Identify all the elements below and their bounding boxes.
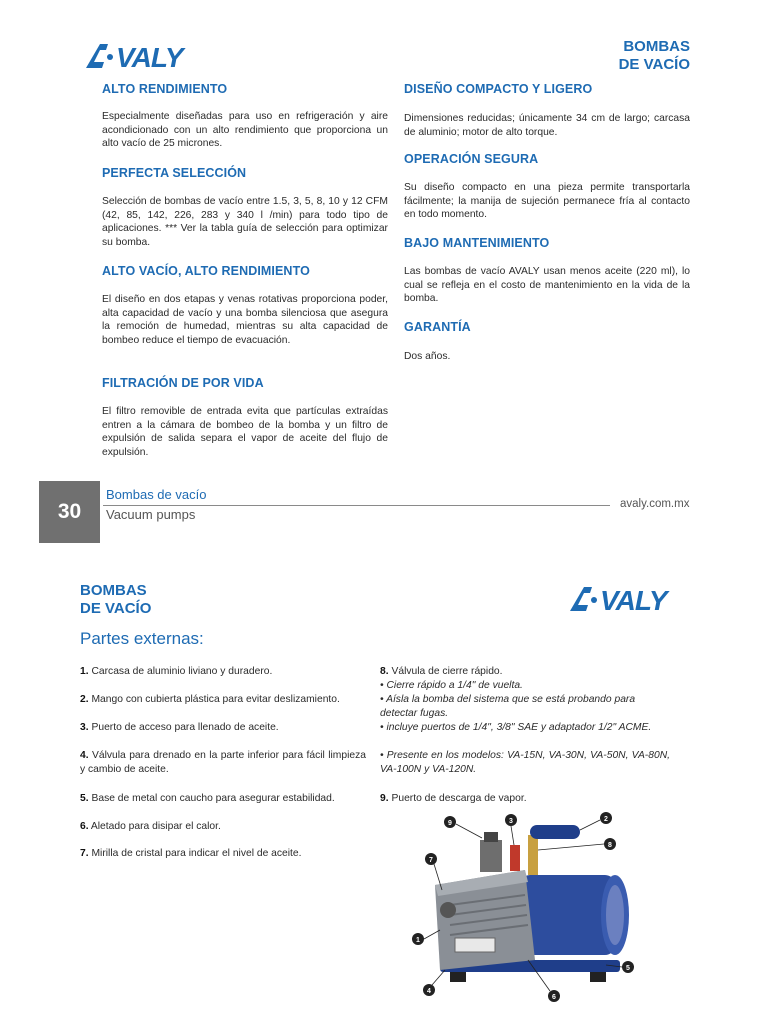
list-item: 7. Mirilla de cristal para indicar el nivel de aceite.: [80, 848, 302, 859]
section-text: El filtro removible de entrada evita que partículas extraídas entren a la cámara de bombeo de la bomba y un filtro de expulsión de salida separa el vapor de aceite del flujo de expulsión.: [102, 406, 388, 458]
callout-2: 2: [604, 816, 608, 823]
header-title-line1: BOMBAS: [623, 38, 690, 55]
header-title-line2: DE VACÍO: [80, 600, 152, 617]
section-text: Selección de bombas de vacío entre 1.5, 3, 5, 8, 10 y 12 CFM (42, 85, 142, 226, 283 y 340 l /min) para todo tipo de aplicaciones. *** Ver la tabla guía de selección para optimizar su bomba.: [102, 196, 388, 248]
callout-6: 6: [552, 994, 556, 1001]
list-item: 2. Mango con cubierta plástica para evitar deslizamiento.: [80, 694, 340, 705]
pump-motor: [520, 875, 615, 955]
section-title: Partes externas:: [80, 629, 204, 648]
footer-divider: [103, 505, 610, 506]
section-text: El diseño en dos etapas y venas rotativas proporciona poder, alta capacidad de vacío y una bomba silenciosa que asegura la remoción de humedad, mientras su alta capacidad de bombeo reduce el tiempo de evacuación.: [102, 294, 388, 346]
page-number: 30: [39, 481, 100, 543]
section-heading: GARANTÍA: [404, 320, 471, 334]
list-bullet: • Presente en los modelos: VA-15N, VA-30N, VA-50N, VA-80N, VA-100N y VA-120N.: [380, 750, 670, 775]
header-title: [80, 582, 151, 618]
section-text: Su diseño compacto en una pieza permite transportarla fácilmente; la manija de sujeción permanece fría al contacto en todo momento.: [404, 182, 690, 221]
list-item: 3. Puerto de acceso para llenado de aceite.: [80, 722, 279, 733]
section-text: Dimensiones reducidas; únicamente 34 cm de largo; carcasa de aluminio; motor de alto torque.: [404, 113, 690, 138]
list-item: 8. Válvula de cierre rápido.: [380, 666, 503, 677]
section-heading: PERFECTA SELECCIÓN: [102, 166, 247, 180]
avaly-logo: [84, 40, 204, 72]
footer-url[interactable]: avaly.com.mx: [620, 498, 690, 510]
section-text: Especialmente diseñadas para uso en refrigeración y aire acondicionado con un alto rendimiento que proporciona un alto vacío de 25 micrones.: [102, 111, 388, 150]
list-item: 5. Base de metal con caucho para asegurar estabilidad.: [80, 793, 335, 804]
header-title-line1: BOMBAS: [80, 582, 147, 599]
svg-text:VALY: VALY: [600, 585, 667, 615]
callout-5: 5: [626, 965, 630, 972]
callout-4: 4: [427, 988, 431, 995]
callout-8: 8: [608, 842, 612, 849]
list-bullet: • incluye puertos de 1/4", 3/8" SAE y adaptador 1/2" ACME.: [380, 722, 652, 733]
callout-7: 7: [429, 857, 433, 864]
list-item: 6. Aletado para disipar el calor.: [80, 821, 221, 832]
list-bullet: • Cierre rápido a 1/4" de vuelta.: [380, 680, 523, 691]
vacuum-pump-illustration: [410, 810, 650, 1010]
section-text: Dos años.: [404, 351, 451, 362]
section-heading: OPERACIÓN SEGURA: [404, 152, 539, 166]
section-heading: ALTO VACÍO, ALTO RENDIMIENTO: [102, 264, 310, 278]
pump-handle: [530, 825, 580, 839]
section-heading: DISEÑO COMPACTO Y LIGERO: [404, 82, 593, 96]
list-item: 4. Válvula para drenado en la parte inferior para fácil limpieza y cambio de aceite.: [80, 750, 366, 775]
list-bullet: • Aísla la bomba del sistema que se está probando para detectar fugas.: [380, 694, 636, 719]
section-heading: BAJO MANTENIMIENTO: [404, 236, 550, 250]
avaly-logo: [568, 583, 688, 615]
svg-text:VALY: VALY: [116, 42, 183, 72]
callout-9: 9: [448, 820, 452, 827]
exhaust-port: [480, 840, 502, 872]
footer-label-en: Vacuum pumps: [106, 507, 196, 522]
oil-fill-port: [510, 845, 520, 871]
sight-glass: [440, 902, 456, 918]
list-item: 9. Puerto de descarga de vapor.: [380, 793, 527, 804]
header-title-line2: DE VACÍO: [618, 56, 690, 73]
section-text: Las bombas de vacío AVALY usan menos aceite (220 ml), lo cual se refleja en el costo de mantenimiento en la vida de la bomba.: [404, 266, 690, 305]
callout-3: 3: [509, 818, 513, 825]
header-title: [619, 38, 690, 74]
list-item: 1. Carcasa de aluminio liviano y duradero.: [80, 666, 273, 677]
quick-valve: [528, 835, 538, 875]
callout-1: 1: [416, 937, 420, 944]
section-heading: ALTO RENDIMIENTO: [102, 82, 228, 96]
footer-label-es: Bombas de vacío: [106, 487, 207, 502]
section-heading: FILTRACIÓN DE POR VIDA: [102, 376, 264, 390]
